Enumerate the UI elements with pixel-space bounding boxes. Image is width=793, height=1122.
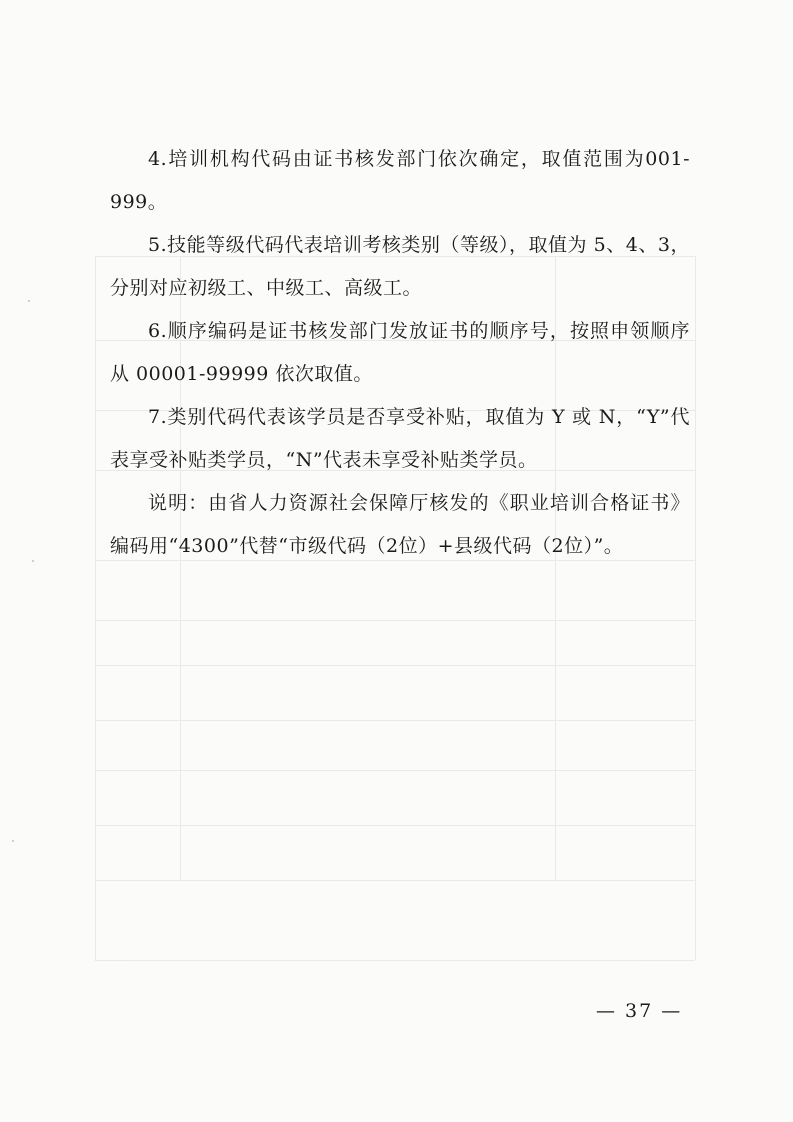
paragraph-training-institution-code: 4.培训机构代码由证书核发部门依次确定，取值范围为001-999。 [110, 148, 690, 213]
page-number: — 37 — [596, 1000, 683, 1022]
paragraph-note: 说明：由省人力资源社会保障厅核发的《职业培训合格证书》编码用“4300”代替“市级代码（2位）+县级代码（2位）”。 [110, 492, 690, 557]
paragraph-skill-level-code: 5.技能等级代码代表培训考核类别（等级），取值为 5、4、3，分别对应初级工、中级工、高级工。 [110, 234, 690, 299]
scan-speck [12, 840, 14, 842]
scan-speck [32, 560, 34, 562]
paragraph-category-code: 7.类别代码代表该学员是否享受补贴，取值为 Y 或 N，“Y”代表享受补贴类学员，“N”代表未享受补贴类学员。 [110, 406, 690, 471]
scan-speck [28, 300, 30, 302]
paragraph-sequence-number: 6.顺序编码是证书核发部门发放证书的顺序号，按照申领顺序从 00001-99999 依次取值。 [110, 320, 690, 385]
